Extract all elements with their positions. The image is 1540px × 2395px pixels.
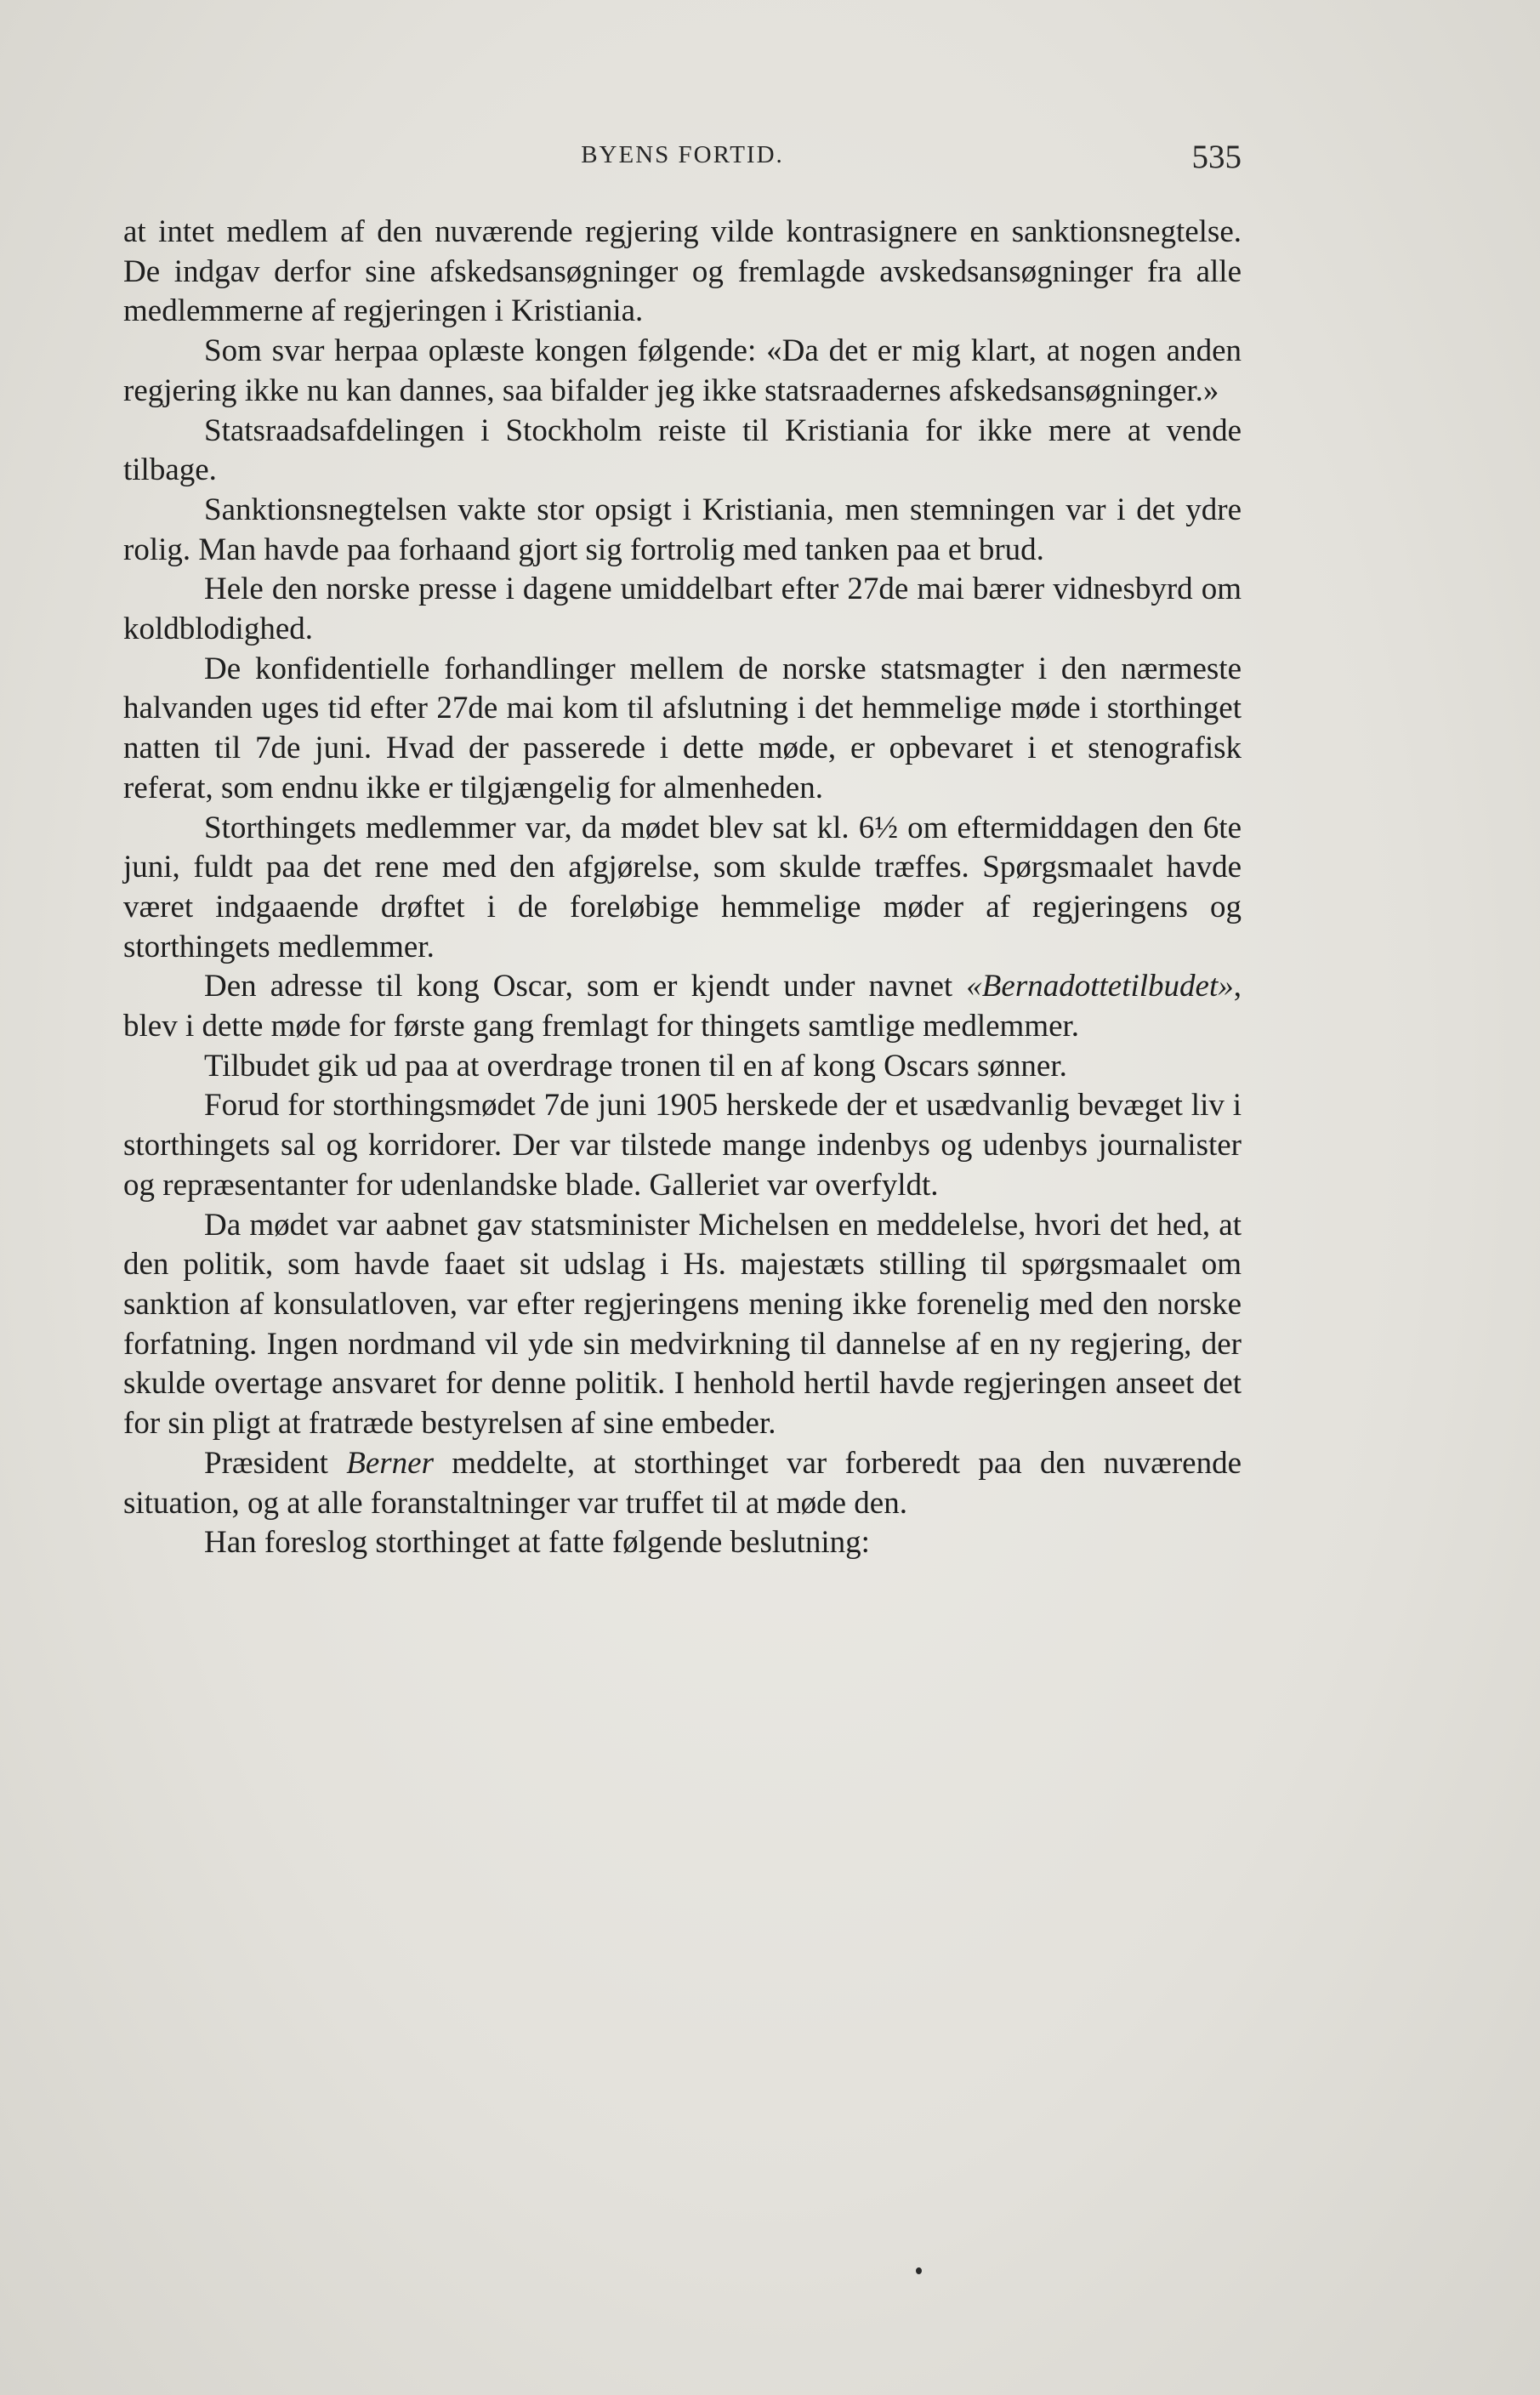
paragraph-10: Forud for storthingsmødet 7de juni 1905 herskede der et usædvanlig bevæget liv i storthingets sal og korridorer. Der var tilstede mange indenbys og udenbys journalister og repræsentanter for udenlandske blade. Galleriet var overfyldt. [123,1088,1242,1203]
running-title: BYENS FORTID. [581,141,784,168]
paragraph-6: De konfidentielle forhandlinger mellem de norske statsmagter i den nærmeste halvanden uges tid efter 27de mai kom til afslutning i det hemmelige møde i storthinget natten til 7de juni. Hvad der passerede i dette møde, er opbevaret i et stenografisk referat, som endnu ikke er tilgjængelig for almenheden. [123,651,1242,805]
paragraph-11: Da mødet var aabnet gav statsminister Michelsen en meddelelse, hvori det hed, at den politik, som havde faaet sit udslag i Hs. majestæts stilling til spørgsmaalet om sanktion af konsulatloven, var efter regjeringens mening ikke forenelig med den norske forfatning. Ingen nordmand vil yde sin medvirkning til dannelse af en ny regjering, der skulde overtage ansvaret for denne politik. I henhold hertil havde regjeringen anseet det for sin pligt at fratræde bestyrelsen af sine embeder. [123,1207,1242,1442]
paragraph-4: Sanktionsnegtelsen vakte stor opsigt i Kristiania, men stemningen var i det ydre rolig. Man havde paa forhaand gjort sig fortrolig med tanken paa et brud. [123,492,1242,567]
berner-name: Berner [346,1445,434,1481]
page-header [123,138,1242,180]
paragraph-3: Statsraadsafdelingen i Stockholm reiste til Kristiania for ikke mere at vende tilbage. [123,412,1242,488]
paragraph-12-tail: meddelte, at storthinget var forberedt paa den nuværende situation, og at alle foranstaltninger var truffet til at møde den. [123,1445,1242,1521]
paragraph-1: at intet medlem af den nuværende regjering vilde kontrasignere en sanktionsnegtelse. De indgav derfor sine afskedsansøgninger og fremlagde avskedsansøgninger fra alle medlemmerne af regjeringen i Kristiania. [123,214,1242,329]
paragraph-13: Han foreslog storthinget at fatte følgende beslutning: [204,1525,870,1561]
paragraph-8-tail: , blev i dette møde for første gang fremlagt for thingets samtlige medlemmer. [123,969,1242,1044]
paragraph-12-lead: Præsident [204,1445,347,1481]
paragraph-5: Hele den norske presse i dagene umiddelbart efter 27de mai bærer vidnesbyrd om koldblodighed. [123,572,1242,647]
paragraph-7: Storthingets medlemmer var, da mødet blev sat kl. 6½ om eftermiddagen den 6te juni, fuldt paa det rene med den afgjørelse, som skulde træffes. Spørgsmaalet havde været indgaaende drøftet i de foreløbige hemmelige møder af regjeringens og storthingets medlemmer. [123,810,1242,964]
paragraph-12 [123,1444,1242,1523]
page-number: 535 [1191,139,1242,175]
paragraph-8-lead: Den adresse til kong Oscar, som er kjendt under navnet [204,969,967,1004]
body-text [123,213,1242,1563]
paragraph-2: Som svar herpaa oplæste kongen følgende: «Da det er mig klart, at nogen anden regjering ikke nu kan dannes, saa bifalder jeg ikke statsraadernes afskedsansøgninger.» [123,333,1242,408]
paragraph-9: Tilbudet gik ud paa at overdrage tronen til en af kong Oscars sønner. [204,1048,1067,1084]
ink-speck [916,2267,922,2274]
bernadotte-offer-title: «Bernadottetilbudet» [966,969,1234,1004]
paragraph-8 [123,967,1242,1046]
